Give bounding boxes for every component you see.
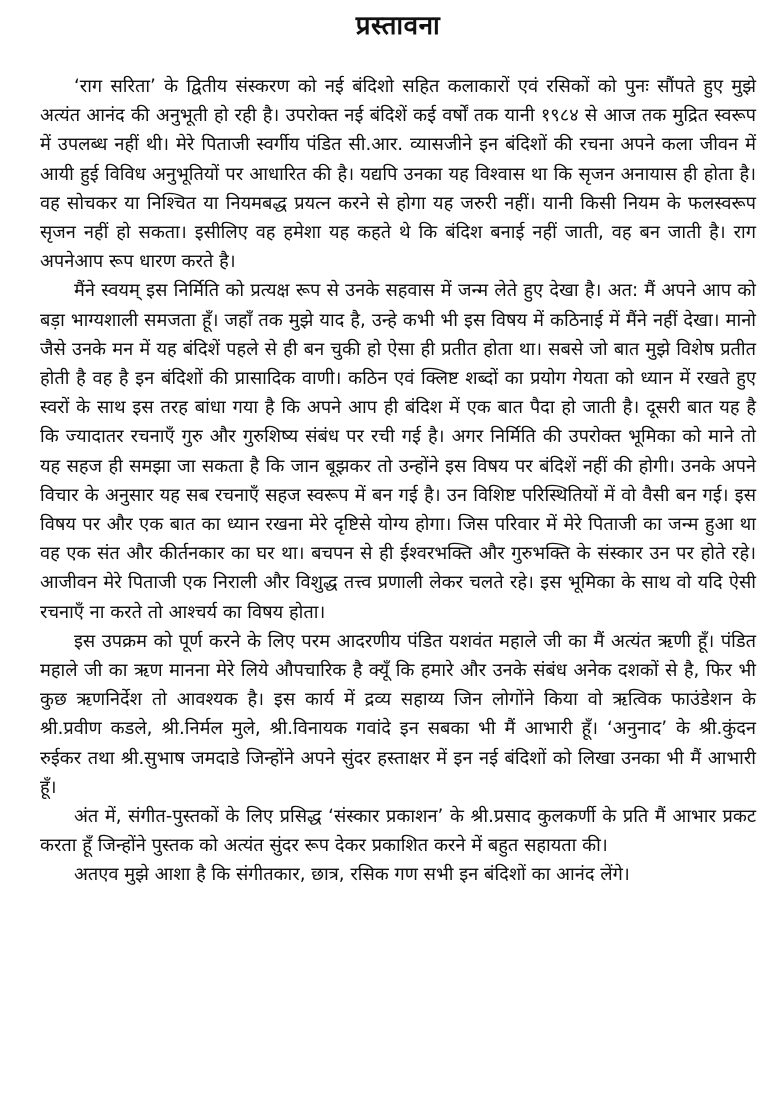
- paragraph-creation: मैंने स्वयम् इस निर्मिति को प्रत्यक्ष रूप से उनके सहवास में जन्म लेते हुए देखा है। अत: मैं अपने आप को बड़ा भाग्यशाली समजता हूँ। जहाँ तक मुझे याद है, उन्हे कभी भी इस विषय में कठिनाई में मैंने नहीं देखा। मानो जैसे उनके मन में यह बंदिशें पहले से ही बन चुकी हो ऐसा ही प्रतीत होता था। सबसे जो बात मुझे विशेष प्रतीत होती है वह है इन बंदिशों की प्रासादिक वाणी। कठिन एवं क्लिष्ट शब्दों का प्रयोग गेयता को ध्यान में रखते हुए स्वरों के साथ इस तरह बांधा गया है कि अपने आप ही बंदिश में एक बात पैदा हो जाती है। दूसरी बात यह है कि ज्यादातर रचनाएँ गुरु और गुरुशिष्य संबंध पर रची गई है। अगर निर्मिति की उपरोक्त भूमिका को माने तो यह सहज ही समझा जा सकता है कि जान बूझकर तो उन्होंने इस विषय पर बंदिशें नहीं की होगी। उनके अपने विचार के अनुसार यह सब रचनाएँ सहज स्वरूप में बन गई है। उन विशिष्ट परिस्थितियों में वो वैसी बन गई। इस विषय पर और एक बात का ध्यान रखना मेरे दृष्टिसे योग्य होगा। जिस परिवार में मेरे पिताजी का जन्म हुआ था वह एक संत और कीर्तनकार का घर था। बचपन से ही ईश्वरभक्ति और गुरुभक्ति के संस्कार उन पर होते रहे। आजीवन मेरे पिताजी एक निराली और विशुद्ध तत्त्व प्रणाली लेकर चलते रहे। इस भूमिका के साथ वो यदि ऐसी रचनाएँ ना करते तो आश्चर्य का विषय होता।: [40, 280, 756, 623]
- paragraph-introduction: ‘राग सरिता’ के द्वितीय संस्करण को नई बंदिशो सहित कलाकारों एवं रसिकों को पुनः सौंपते हुए मुझे अत्यंत आनंद की अनुभूती हो रही है। उपरोक्त नई बंदिशें कई वर्षों तक यानी १९८४ से आज तक मुद्रित स्वरूप में उपलब्ध नहीं थी। मेरे पिताजी स्वर्गीय पंडित सी.आर. व्यासजीने इन बंदिशों की रचना अपने कला जीवन में आयी हुई विविध अनुभूतियों पर आधारित की है। यद्यपि उनका यह विश्वास था कि सृजन अनायास ही होता है। वह सोचकर या निश्चित या नियमबद्ध प्रयत्न करने से होगा यह जरुरी नहीं। यानी किसी नियम के फलस्वरूप सृजन नहीं हो सकता। इसीलिए वह हमेशा यह कहते थे कि बंदिश बनाई नहीं जाती, वह बन जाती है। राग अपनेआप रूप धारण करते है।: [40, 76, 756, 273]
- paragraph-acknowledgements: इस उपक्रम को पूर्ण करने के लिए परम आदरणीय पंडित यशवंत महाले जी का मैं अत्यंत ऋणी हूँ। पंडित महाले जी का ऋण मानना मेरे लिये औपचारिक है क्यूँ कि हमारे और उनके संबंध अनेक दशकों से है, फिर भी कुछ ऋणनिर्देश तो आवश्यक है। इस कार्य में द्रव्य सहाय्य जिन लोगोंने किया वो ऋत्विक फाउंडेशन के श्री.प्रवीण कडले, श्री.निर्मल मुले, श्री.विनायक गवांदे इन सबका भी मैं आभारी हूँ। ‘अनुनाद’ के श्री.कुंदन रुईकर तथा श्री.सुभाष जमदाडे जिन्होंने अपने सुंदर हस्ताक्षर में इन नई बंदिशों को लिखा उनका भी मैं आभारी हूँ।: [40, 630, 756, 798]
- page-title: प्रस्तावना: [355, 11, 441, 41]
- paragraph-closing: अतएव मुझे आशा है कि संगीतकार, छात्र, रसिक गण सभी इन बंदिशों का आनंद लेंगे।: [74, 864, 630, 886]
- paragraph-publisher-thanks: अंत में, संगीत-पुस्तकों के लिए प्रसिद्ध ‘संस्कार प्रकाशन’ के श्री.प्रसाद कुलकर्णी के प्रति मैं आभार प्रकट करता हूँ जिन्होंने पुस्तक को अत्यंत सुंदर रूप देकर प्रकाशित करने में बहुत सहायता की।: [40, 806, 756, 857]
